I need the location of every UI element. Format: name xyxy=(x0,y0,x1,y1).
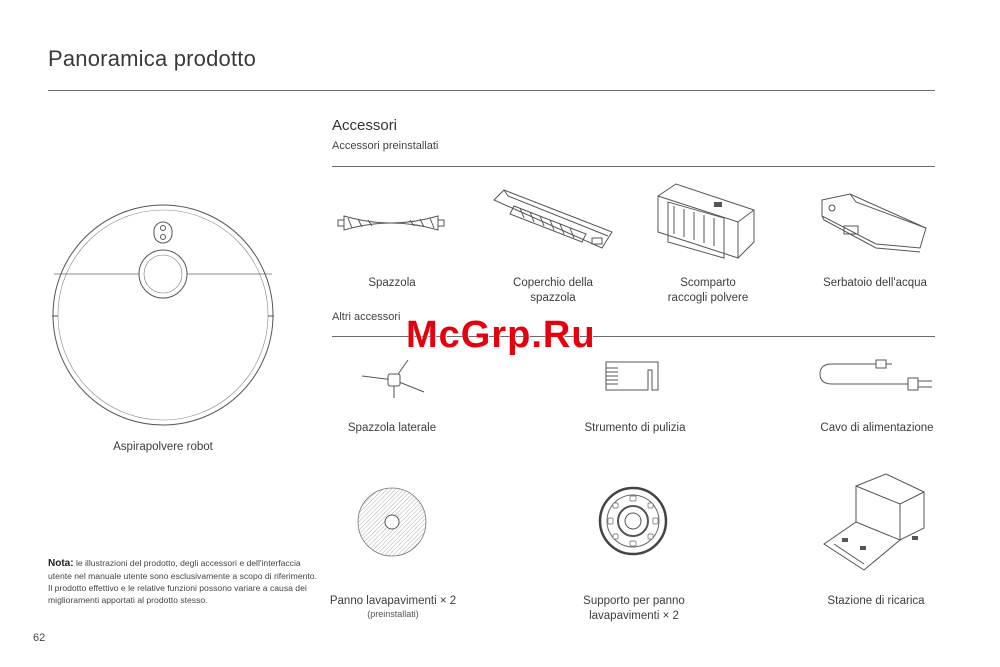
disclaimer-note xyxy=(48,557,318,606)
watermark: McGrp.Ru xyxy=(406,314,596,356)
main-brush-icon xyxy=(338,212,446,234)
note-label: Nota: xyxy=(48,558,74,569)
page-title: Panoramica prodotto xyxy=(48,46,257,71)
robot-vacuum-illustration xyxy=(50,198,280,428)
other-label-6: Stazione di ricarica xyxy=(827,595,925,607)
dust-bin-icon xyxy=(654,182,758,260)
accessories-heading: Accessori xyxy=(332,117,398,134)
preinstalled-label-3: Scomparto raccogli polvere xyxy=(667,277,749,304)
preinstalled-label-4: Serbatoio dell'acqua xyxy=(823,277,927,289)
brush-cover-icon xyxy=(490,186,614,256)
preinstalled-divider xyxy=(332,166,935,167)
other-label-1: Spazzola laterale xyxy=(347,422,437,434)
preinstalled-heading: Accessori preinstallati xyxy=(332,140,439,152)
mop-cloth-icon xyxy=(356,486,428,558)
preinstalled-label-1: Spazzola xyxy=(368,277,416,289)
page-number: 62 xyxy=(33,632,46,644)
note-text: le illustrazioni del prodotto, degli accessori e dell'interfaccia utente nel manuale utente sono esclusivamente a scopo di riferimento. Il prodotto effettivo e le relative funzioni possono variare a causa dei miglioramenti apportati al prodotto stesso. xyxy=(48,558,317,605)
title-divider xyxy=(48,90,935,91)
other-label-4: Panno lavapavimenti × 2 xyxy=(329,595,457,607)
charging-dock-icon xyxy=(820,470,930,574)
robot-caption: Aspirapolvere robot xyxy=(113,441,213,453)
mop-holder-icon xyxy=(598,486,668,556)
other-heading: Altri accessori xyxy=(332,311,401,323)
side-brush-icon xyxy=(360,358,430,402)
other-label-3: Cavo di alimentazione xyxy=(820,422,934,434)
power-cord-icon xyxy=(818,358,936,394)
water-tank-icon xyxy=(816,190,930,256)
other-label-2: Strumento di pulizia xyxy=(584,422,686,434)
preinstalled-label-2: Coperchio della spazzola xyxy=(513,277,593,304)
cleaning-tool-icon xyxy=(604,360,662,392)
other-sublabel-4: (preinstallati) xyxy=(367,609,419,619)
other-label-5: Supporto per panno lavapavimenti × 2 xyxy=(583,595,685,622)
